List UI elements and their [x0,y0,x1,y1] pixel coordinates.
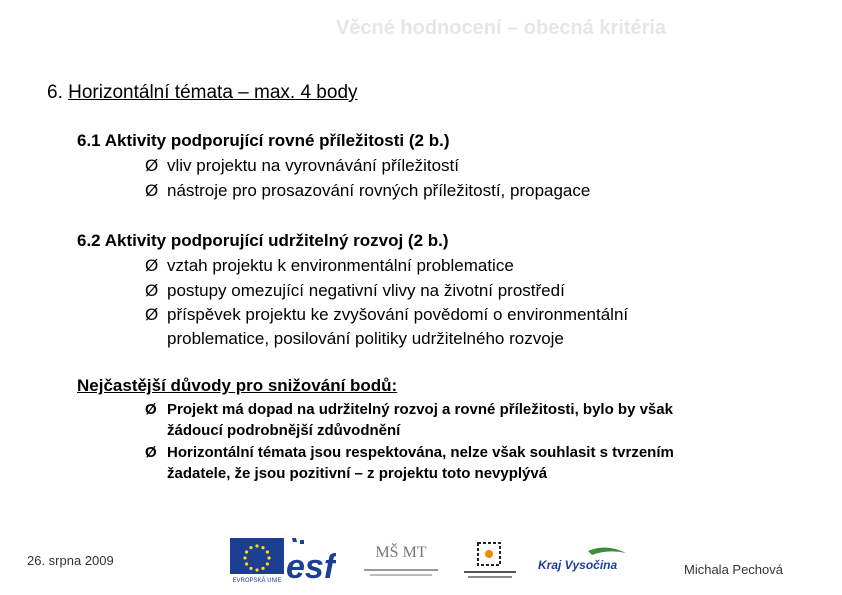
reason-item: Ø Horizontální témata jsou respektována, nelze však souhlasit s tvrzením [145,444,674,461]
reason-item: Ø Projekt má dopad na udržitelný rozvoj a rovné příležitosti, bylo by však [145,401,673,418]
bullet-item: Ø vztah projektu k environmentální problematice [145,256,514,275]
reasons-heading: Nejčastější důvody pro snižování bodů: [77,376,398,395]
page-title: Věcné hodnocení – obecná kritéria [335,17,667,39]
kraj-text: Kraj Vysočina [538,558,618,572]
bullet-arrow-icon: Ø [145,156,159,175]
bullet-arrow-icon: Ø [145,281,159,300]
reason-continuation: žadatele, že jsou pozitivní – z projektu toto nevyplývá [167,465,548,482]
subsection-6-1-heading: 6.1 Aktivity podporující rovné příležitosti (2 b.) [77,131,450,150]
section-number: 6. [47,82,63,103]
subsection-6-2-heading: 6.2 Aktivity podporující udržitelný rozvoj (2 b.) [77,231,449,250]
footer-author: Michala Pechová [684,562,783,577]
bullet-item: Ø postupy omezující negativní vlivy na životní prostředí [145,281,565,300]
reason-continuation: žádoucí podrobnější zdůvodnění [167,422,401,439]
bullet-item: Ø vliv projektu na vyrovnávání příležitostí [145,156,459,175]
esf-text: esf [286,548,336,582]
section-title: Horizontální témata – max. 4 body [68,82,358,103]
bullet-item: Ø nástroje pro prosazování rovných příležitostí, propagace [145,181,591,200]
bullet-arrow-icon: Ø [145,444,157,461]
bullet-arrow-icon: Ø [145,256,159,275]
msmt-text: MŠ MT [375,544,427,561]
esf-logo [286,536,336,582]
bullet-arrow-icon: Ø [145,181,159,200]
eu-caption: EVROPSKÁ UNIE [232,578,282,584]
bullet-continuation: problematice, posilování politiky udržitelného rozvoje [167,329,564,348]
op-logo [462,537,518,581]
bullet-item: Ø příspěvek projektu ke zvyšování povědomí o environmentální [145,305,629,324]
section-heading [47,82,358,104]
kraj-vysocina-logo [538,545,628,577]
eu-flag-logo [230,538,284,584]
msmt-logo [360,537,442,581]
footer-date: 26. srpna 2009 [27,553,114,568]
bullet-arrow-icon: Ø [145,401,157,418]
bullet-arrow-icon: Ø [145,305,159,324]
